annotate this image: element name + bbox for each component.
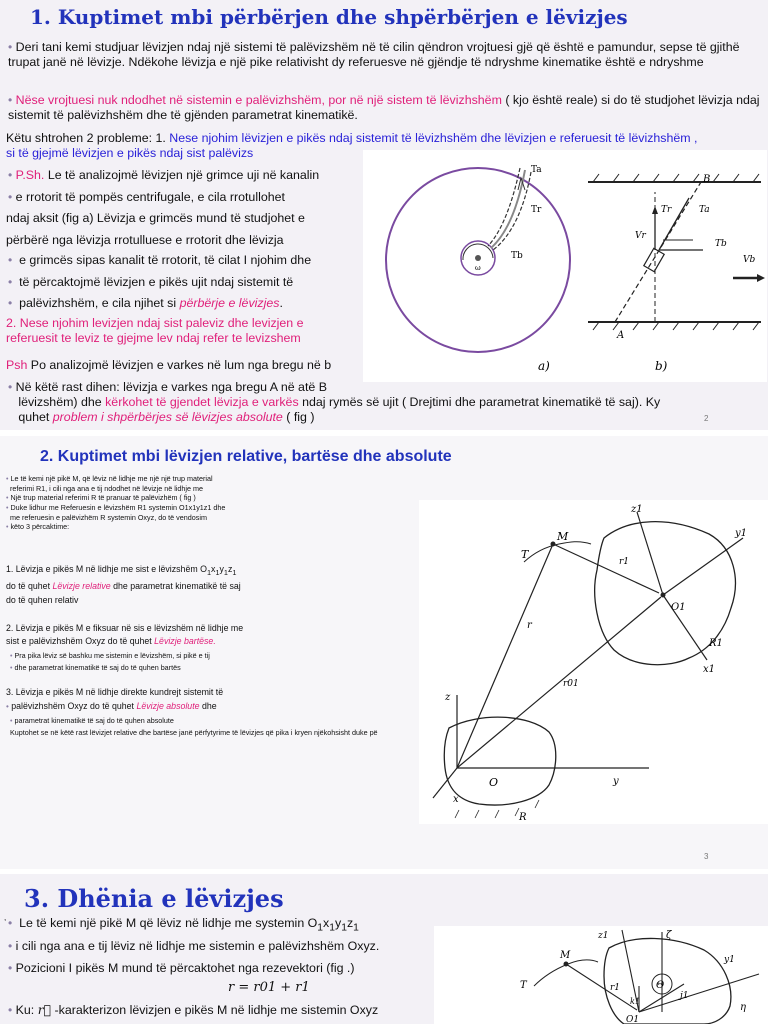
small-line: • këto 3 përcaktime: bbox=[6, 522, 70, 531]
problem-2-line: 2. Nese njohim levizjen ndaj sist paleviz dhe levizjen e referuesit te leviz te gjejme lev ndaj refer te levizshem bbox=[6, 316, 304, 345]
slide-3-bullet-4: • Ku: r⃗ -karakterizon lëvizjen e pikës M në lidhje me sistemin Oxyz bbox=[8, 1002, 379, 1017]
figure-rotor-boat bbox=[363, 150, 767, 382]
stray-comma: , bbox=[4, 913, 7, 922]
label-T: T bbox=[521, 548, 529, 561]
label-x: x bbox=[453, 794, 459, 805]
figure-svg-2 bbox=[419, 500, 768, 824]
label-b: b) bbox=[655, 359, 668, 373]
label-ta: Ta bbox=[531, 165, 542, 175]
label-y1: y1 bbox=[735, 528, 748, 539]
label-omega: ω bbox=[475, 264, 481, 272]
definition-relative: 1. Lëvizja e pikës M në lidhje me sist e lëvizshëm $O_1x_1y_1z_1$ do të quhet Lëvizje relative dhe parametrat kinematikë të saj do të quhen relativ bbox=[6, 564, 241, 605]
page-number: 3 bbox=[704, 852, 709, 861]
slide-3-title: 3. Dhënia e lëvizjes bbox=[24, 884, 284, 913]
intro-small-text bbox=[6, 474, 225, 532]
label-tr-b: Tr bbox=[661, 205, 672, 215]
bullet-p2: • Nëse vrojtuesi nuk ndodhet në sistemin e palëvizhshëm, por në një sistem të lëvizhshëm ( kjo është reale) si do të studjohet lëvizja ndaj sistemit të palëvizhshëm dhe të gjënden parametrat kinematikë. bbox=[8, 93, 760, 122]
label-R: R bbox=[519, 812, 527, 823]
slide-3 bbox=[0, 874, 768, 1024]
label-tb: Tb bbox=[511, 251, 523, 261]
small-line: • Le të kemi një pikë M, që lëviz në lidhje me një një trup material bbox=[6, 474, 213, 483]
label-ta-b: Ta bbox=[699, 205, 710, 215]
slide-3-bullet-1: • Le të kemi një pikë M që lëviz në lidhje me systemin $O_1x_1y_1z_1$ bbox=[8, 916, 359, 934]
position-equation: r = r01 + r1 bbox=[228, 980, 310, 995]
label-y1-s3: y1 bbox=[724, 955, 735, 965]
figure-svg-3 bbox=[434, 926, 768, 1024]
label-theta: Θ bbox=[656, 980, 665, 991]
psh-line: • P.Sh. Le të analizojmë lëvizjen një grimce uji në kanalin bbox=[8, 168, 320, 182]
small-line: me referuesin e palëvizhëm R systemin Oxyz, do të vendosim bbox=[10, 513, 207, 522]
composite-line: përbërë nga lëvizja rrotulluese e rrotorit dhe lëvizja bbox=[6, 233, 284, 247]
label-tb-b: Tb bbox=[715, 239, 727, 249]
label-tr: Tr bbox=[531, 205, 542, 215]
label-O: O bbox=[489, 776, 499, 789]
definition-absolute: 3. Lëvizja e pikës M në lidhje direkte kundrejt sistemit të • palëvizhshëm Oxyz do të quhet Lëvizje absolute dhe bbox=[6, 687, 224, 711]
bullet-p1: • Deri tani kemi studjuar lëvizjen ndaj një sistemi të palëvizshëm në të cilin qëndron vrojtuesi gjë që është e pamundur, sepse të gjithë trupat janë në lëvizje. Ndëkohe lëvizja e një pike relativisht dy referuesve në gjëndje të ndryshme kinematike është e ndryshme bbox=[8, 40, 740, 69]
label-M-s3: M bbox=[560, 950, 571, 961]
last-bullet: • Në këtë rast dihen: lëvizja e varkes nga bregu A në atë B lëvizshëm) dhe kërkohet të gjendet lëvizja e varkës ndaj rymës së ujit ( Drejtimi dhe parametrat kinematikë të saj). Ky quhet problem i shpërbërjes së lëvizjes absolute ( fig ) bbox=[8, 380, 661, 424]
label-O1-s3: O1 bbox=[626, 1015, 640, 1024]
page-number: 2 bbox=[704, 414, 709, 423]
label-vr: Vr bbox=[635, 231, 646, 241]
slide-2-title: 2. Kuptimet mbi lëvizjen relative, bartëse dhe absolute bbox=[40, 448, 452, 465]
label-a: a) bbox=[538, 359, 550, 373]
label-vb: Vb bbox=[743, 255, 756, 265]
fixed-line: • palëvizhshëm, e cila njihet si përbërje e lëvizjes. bbox=[8, 296, 283, 310]
absolute-subtext: • parametrat kinematikë të saj do të quhen absolute Kuptohet se në këtë rast lëvizjet relative dhe bartëse janë përfytyrime të lëvizjes që pika i kryen njëkohsisht duke pë bbox=[10, 716, 378, 737]
label-j1: j1 bbox=[680, 991, 689, 1001]
label-zeta: ζ bbox=[666, 930, 672, 941]
axis-line: ndaj aksit (fig a) Lëvizja e grimcës mund të studjohet e bbox=[6, 211, 305, 225]
transport-subtext: • Pra pika lëviz së bashku me sistemin e lëvizshëm, si pikë e tij • dhe parametrat kinematikë të saj do të quhen bartës bbox=[10, 651, 210, 672]
label-M: M bbox=[557, 530, 569, 543]
label-z1-s3: z1 bbox=[598, 931, 609, 941]
label-z: z bbox=[445, 692, 451, 703]
label-r1: r1 bbox=[619, 557, 630, 567]
slide-1 bbox=[0, 0, 768, 430]
rotor-line: • e rrotorit të pompës centrifugale, e cila rrotullohet bbox=[8, 190, 285, 204]
small-line: referimi R1, i cili nga ana e tij ndodhet në lëvizje në lidhje me bbox=[10, 484, 203, 493]
psh-2-line: Psh Po analizojmë lëvizjen e varkes në lum nga bregu në b bbox=[6, 358, 332, 372]
definition-transport: 2. Lëvizja e pikës M e fiksuar në sis e lëvizshëm në lidhje me sist e palëvizhshëm Oxyz do të quhet Lëvizje bartëse. bbox=[6, 623, 244, 646]
label-r01: r01 bbox=[563, 679, 579, 689]
label-O1: O1 bbox=[671, 602, 686, 613]
slide-3-bullet-3: • Pozicioni I pikës M mund të përcaktohet nga rezevektori (fig .) bbox=[8, 961, 355, 975]
particle-line: • e grimcës sipas kanalit të rrotorit, të cilat I njohim dhe bbox=[8, 253, 312, 267]
label-T-s3: T bbox=[520, 980, 527, 991]
label-r: r bbox=[527, 620, 532, 631]
label-y: y bbox=[613, 776, 619, 787]
label-k1: k1 bbox=[630, 997, 640, 1006]
slide-2 bbox=[0, 436, 768, 869]
label-B: B bbox=[703, 174, 711, 185]
slide-3-bullet-2: • i cili nga ana e tij lëviz në lidhje me sistemin e palëvizhshëm Oxyz. bbox=[8, 939, 380, 953]
label-r1-s3: r1 bbox=[610, 983, 621, 993]
figure-svg-1 bbox=[363, 150, 767, 382]
problems-line: Këtu shtrohen 2 probleme: 1. Nese njohim lëvizjen e pikës ndaj sistemit të lëvizhshëm dhe lëvizjen e referuesit të lëvizhshëm , si të gjejmë lëvizjen e pikës ndaj sist palëvizs bbox=[6, 131, 698, 160]
determine-line: • të përcaktojmë lëvizjen e pikës ujit ndaj sistemit të bbox=[8, 275, 294, 289]
small-line: • Një trup material referimi R të pranuar të palëvizhëm ( fig ) bbox=[6, 493, 196, 502]
label-x1: x1 bbox=[703, 664, 716, 675]
figure-position bbox=[434, 926, 768, 1024]
label-A: A bbox=[617, 330, 625, 341]
label-R1: R1 bbox=[709, 638, 723, 649]
label-z1: z1 bbox=[631, 504, 643, 515]
label-eta: η bbox=[740, 1002, 746, 1013]
small-line: • Duke lidhur me Referuesin e lëvizshëm R1 systemin O1x1y1z1 dhe bbox=[6, 503, 226, 512]
figure-frames bbox=[419, 500, 768, 824]
slide-1-title: 1. Kuptimet mbi përbërjen dhe shpërbërjen e lëvizjes bbox=[30, 5, 628, 29]
